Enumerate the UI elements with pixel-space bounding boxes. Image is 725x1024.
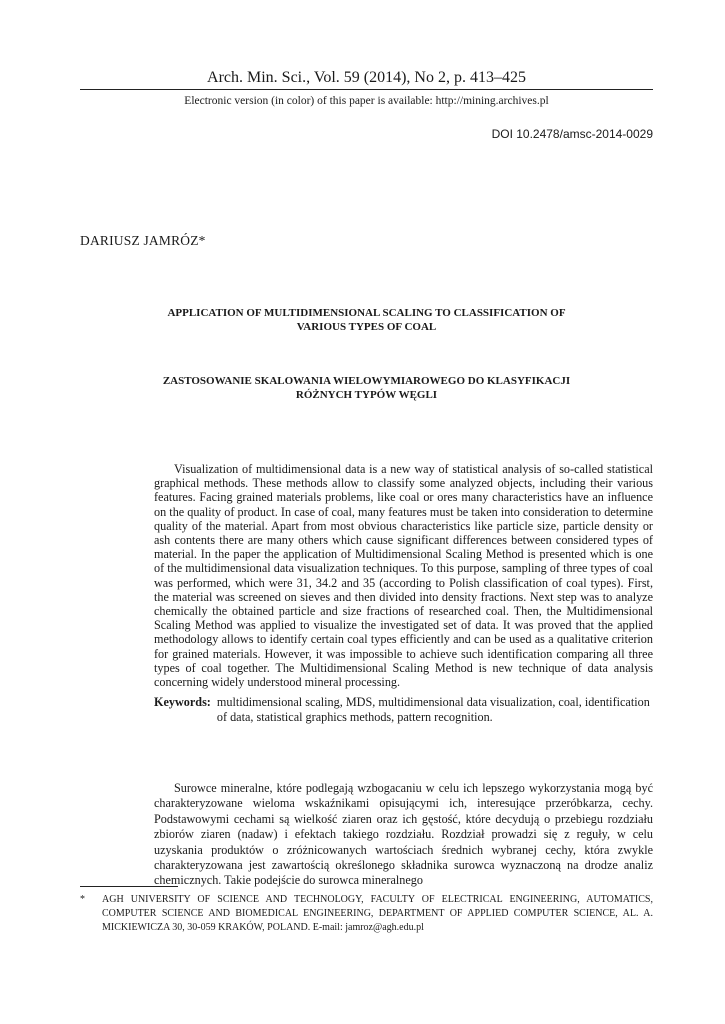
keywords-label: Keywords: [154,695,211,709]
footnote-rule [80,886,178,887]
electronic-version-note: Electronic version (in color) of this paper is available: http://mining.archives.pl [184,95,549,107]
abstract: Visualization of multidimensional data is a new way of statistical analysis of so-called statistical graphical methods. These methods allow to classify some analyzed objects, including their various features. Facing grained materials problems, like coal or ores many characteristics have an influence on the quality of product. In case of coal, many features must be taken into consideration to determine quality of the material. Apart from most obvious characteristics like particle size, particle density or ash contents there are many others which cause significant differences between considered types of material. In the paper the application of Multidimensional Scaling Method is presented which is one of the multidimensional data visualization techniques. To this purpose, sampling of three types of coal was performed, which were 31, 34.2 and 35 (according to Polish classification of coal types). First, the material was screened on sieves and then divided into density fractions. Next step was to analyze chemically the obtained particle and size fractions of researched coal. Then, the Multidimensional Scaling Method was applied to visualize the investigated set of data. It was proved that the applied methodology allows to identify certain coal types efficiently and can be used as a qualitative criterion for grained materials. However, it was impossible to achieve such identification comparing all three types of coal together. The Multidimensional Scaling Method is new technique of data analysis concerning widely understood mineral processing. [154,462,653,690]
keywords-text: multidimensional scaling, MDS, multidimensional data visualization, coal, identification of data, statistical graphics methods, pattern recognition. [216,695,650,724]
journal-citation: Arch. Min. Sci., Vol. 59 (2014), No 2, p. 413–425 [207,69,526,86]
title-polish-line-2: RÓŻNYCH TYPÓW WĘGLI [295,389,438,401]
header-rule [80,89,653,90]
doi: DOI 10.2478/amsc-2014-0029 [491,127,653,141]
title-english-line-2: VARIOUS TYPES OF COAL [296,321,437,333]
title-english [130,306,603,334]
footnote [80,893,653,935]
keywords [154,695,653,725]
body-paragraph-polish: Surowce mineralne, które podlegają wzbogacaniu w celu ich lepszego wykorzystania mogą być charakteryzowane wieloma wskaźnikami opisującymi ich, interesujące przeróbkarza, cechy. Podstawowymi cechami są wielkość ziaren oraz ich gęstość, które decydują o przebiegu rozdziału zbiorów ziaren (nadaw) i efektach takiego rozdziału. Rozdział prowadzi się z reguły, w celu uzyskania produktów o zróżnicowanych wartościach średnich wybranej cechy, która zwykle charakteryzowana jest zawartością określonego składnika surowca wyznaczoną na drodze analiz chemicznych. Takie podejście do surowca mineralnego [154,781,653,888]
title-polish-line-1: ZASTOSOWANIE SKALOWANIA WIELOWYMIAROWEGO DO KLASYFIKACJI [162,375,571,387]
footnote-mark: * [80,894,85,905]
author-name: DARIUSZ JAMRÓZ* [80,233,206,248]
footnote-affiliation: AGH UNIVERSITY OF SCIENCE AND TECHNOLOGY, FACULTY OF ELECTRICAL ENGINEERING, AUTOMATICS, COMPUTER SCIENCE AND BIOMEDICAL ENGINEERING, DEPARTMENT OF APPLIED COMPUTER SCIENCE, AL. A. MICKIEWICZA 30, 30-059 KRAKÓW, POLAND. E-mail: jamroz@agh.edu.pl [102,894,653,933]
title-polish [130,374,603,402]
title-english-line-1: APPLICATION OF MULTIDIMENSIONAL SCALING TO CLASSIFICATION OF [167,307,566,319]
